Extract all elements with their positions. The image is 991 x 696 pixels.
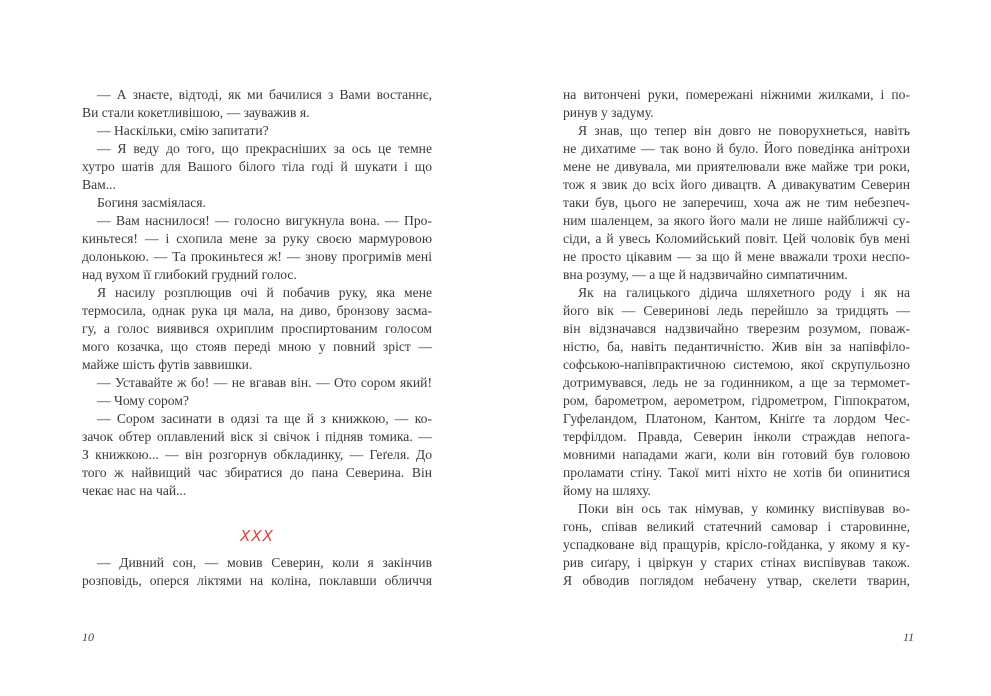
left-page [82,86,432,590]
text-line: успадковане від пращурів, крісло-гойданка, у якому я ку- [563,537,910,552]
left-page-text-top [82,86,432,500]
text-line: мого козачка, що стояв переді мною у повний зріст — [82,339,432,354]
text-line: таки був, цього не заперечиш, хоча аж не тим небезпеч- [563,195,910,210]
right-page-text [563,86,910,590]
text-line: тож я звик до всіх його дивацтв. А дивакуватим Северин [563,177,910,192]
text-line: — Я веду до того, що прекрасніших за ось це темне [97,141,432,156]
text-line: він відзначався надзвичайно тверезим розумом, поваж- [563,321,910,336]
text-line: йому на шляху. [563,483,651,498]
text-line: сіди, а й увесь Коломийський повіт. Цей чоловік був мені [563,231,910,246]
text-line: Поки він ось так німував, у коминку виспівував во- [578,501,910,516]
section-break-ornament: XXX [240,527,274,545]
text-line: не дихатиме — так воно й було. Його поведінка анітрохи [563,141,910,156]
text-line: чекає нас на чай... [82,483,187,498]
text-line: Я насилу розплющив очі й побачив руку, яка мене [97,285,432,300]
text-line: Гуфеландом, Платоном, Кантом, Кніґґе та лордом Чес- [563,411,910,426]
text-line: — Чому сором? [97,393,189,408]
text-line: Як на галицького дідича шляхетного роду і як на [578,285,910,300]
text-line: терфілдом. Правда, Северин інколи страждав непога- [563,429,910,444]
text-line: дотримувався, ледь не за годинником, а ще за термомет- [563,375,910,390]
text-line: майже шість футів заввишки. [82,357,253,372]
page-number-right: 11 [903,630,915,644]
text-line: його вік — Северинові ледь перейшло за тридцять — [563,303,910,318]
left-page-text-bottom [82,554,432,590]
text-line: гу, а голос виявився охриплим проспиртованим голосом [82,321,432,336]
text-line: — А знаєте, відтоді, як ми бачилися з Вами востаннє, [97,87,432,102]
text-line: киньтеся! — і схопила мене за руку своєю мармуровою [82,231,432,246]
text-line: хутро шатів для Вашого білого тіла годі й шукати і що [82,159,432,174]
text-line: ністю, ба, навіть педантичністю. Жив він за напівфіло- [563,339,910,354]
text-line: софською-напівпрактичною системою, якої скрупульозно [563,357,910,372]
text-line: — Уставайте ж бо! — не вгавав він. — Ото сором який! [97,375,432,390]
text-line: над вухом її глибокий грудний голос. [82,267,297,282]
right-page [563,86,910,590]
text-line: — Наскільки, смію запитати? [97,123,269,138]
text-line: Вам... [82,177,116,192]
text-line: мене не дивувала, ми приятелювали вже майже три роки, [563,159,910,174]
text-line: мовними нападами жаги, коли він готовий був головою [563,447,910,462]
text-line: вна розуму, — а ще й надзвичайно симпатичним. [563,267,848,282]
text-line: того ж найвищий час збиратися до пана Северина. Він [82,465,432,480]
text-line: ним шаленцем, за якого його мали не лише найближчі су- [563,213,910,228]
text-line: З книжкою... — він розгорнув обкладинку, — Геґеля. До [82,447,432,462]
text-line: не просто цікавим — за що й мене вважали трохи неспо- [563,249,910,264]
spacer [82,500,432,518]
text-line: — Вам наснилося! — голосно вигукнула вона. — Про- [97,213,432,228]
text-line: рив сиґару, і цвіркун у старих стінах виспівував також. [563,555,910,570]
text-line: гонь, співав великий статечний самовар і старовинне, [563,519,910,534]
text-line: на витончені руки, помережані ніжними жилками, і по- [563,87,910,102]
text-line: — Сором засинати в одязі та ще й з книжкою, — ко- [97,411,432,426]
text-line: — Дивний сон, — мовив Северин, коли я закінчив [97,555,432,570]
text-line: Ви стали кокетливішою, — зауважив я. [82,105,310,120]
text-line: термосила, однак рука ця мала, на диво, бронзову засма- [82,303,432,318]
text-line: ром, барометром, аерометром, гідрометром, Гіппократом, [563,393,910,408]
page-number-left: 10 [82,630,94,644]
text-line: проламати стіну. Такої миті ніхто не хотів би опинитися [563,465,910,480]
text-line: Я обводив поглядом небачену утвар, скелети тварин, [563,573,910,588]
text-line: Богиня засміялася. [97,195,206,210]
text-line: зачок обтер оплавлений віск зі свічок і підняв томика. — [82,429,432,444]
text-line: ринув у задуму. [563,105,654,120]
text-line: Я знав, що тепер він довго не поворухнеться, навіть [578,123,910,138]
text-line: долонькою. — Та прокиньтеся ж! — знову прогримів мені [82,249,432,264]
text-line: розповідь, оперся ліктями на коліна, поклавши обличчя [82,573,432,588]
